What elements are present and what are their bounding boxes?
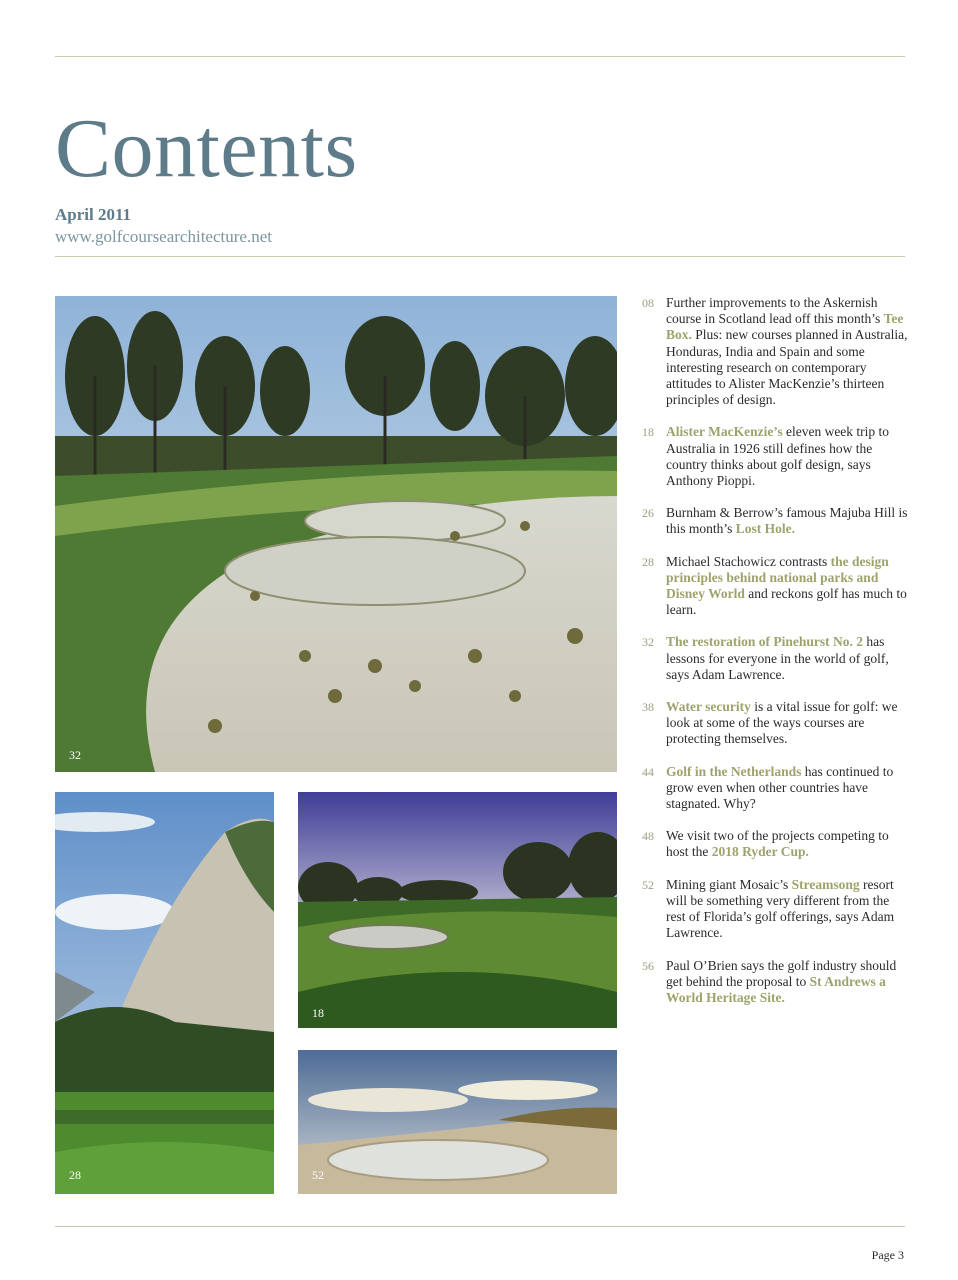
toc-feature-link[interactable]: Streamsong — [791, 876, 860, 892]
toc-page-number: 08 — [642, 296, 654, 310]
toc-feature-link[interactable]: St Andrews a World Heritage Site. — [666, 973, 886, 1005]
toc-page-number: 44 — [642, 764, 654, 779]
dusk-course-photo[interactable] — [298, 792, 617, 1028]
toc-page-number: 38 — [642, 700, 654, 715]
toc-text: has lessons for everyone in the world of golf, says Adam Lawrence. — [666, 634, 889, 682]
toc-text: Mining giant Mosaic’s — [666, 876, 792, 892]
toc-text: Further improvements to the Askernish course in Scotland lead off this month’s — [666, 295, 884, 327]
toc-feature-link[interactable]: the design principles behind national parks and Disney World — [666, 553, 889, 602]
toc-text: Paul O’Brien says the golf industry should get behind the proposal to — [666, 957, 897, 989]
toc-page-number: 52 — [642, 877, 654, 892]
toc-entry[interactable] — [642, 634, 910, 683]
footer-rule — [55, 1226, 905, 1227]
toc-entry[interactable] — [642, 554, 910, 619]
issue-date: April 2011 — [55, 205, 132, 224]
toc-text: Michael Stachowicz contrasts — [666, 553, 831, 569]
toc-entry[interactable] — [642, 877, 910, 942]
streamsong-photo[interactable] — [298, 1050, 617, 1194]
toc-text: and reckons golf has much to learn. — [666, 586, 907, 618]
toc-text: We visit two of the projects competing to host the — [666, 828, 889, 860]
toc-feature-link[interactable]: Tee Box. — [666, 311, 904, 343]
mountain-page-label: 28 — [69, 1168, 81, 1182]
website-url[interactable]: www.golfcoursearchitecture.net — [55, 227, 272, 246]
header-rule — [55, 256, 905, 257]
toc-text: has continued to grow even when other countries have stagnated. Why? — [666, 763, 894, 812]
toc-page-number: 28 — [642, 554, 654, 569]
page-title: Contents — [55, 102, 358, 195]
page-number: Page 3 — [871, 1248, 904, 1262]
toc-feature-link[interactable]: The restoration of Pinehurst No. 2 — [666, 634, 863, 650]
mountain-course-photo[interactable] — [55, 792, 274, 1194]
dusk-course-image — [298, 792, 617, 1028]
toc-text: Burnham & Berrow’s famous Majuba Hill is this month’s — [666, 505, 908, 537]
streamsong-image — [298, 1050, 617, 1194]
toc-feature-link[interactable]: 2018 Ryder Cup. — [711, 844, 809, 860]
toc-page-number: 32 — [642, 635, 654, 650]
pinehurst-photo[interactable] — [55, 296, 617, 772]
toc-entry[interactable] — [642, 828, 910, 860]
toc-feature-link[interactable]: Water security — [666, 699, 751, 715]
toc-entry[interactable] — [642, 699, 910, 748]
streamsong-page-label: 52 — [312, 1168, 324, 1182]
toc-page-number: 18 — [642, 425, 654, 440]
toc-text: eleven week trip to Australia in 1926 still defines how the country thinks about golf design, says Anthony Pioppi. — [666, 424, 890, 489]
toc-entry[interactable] — [642, 424, 910, 489]
pinehurst-image — [55, 296, 617, 772]
toc-page-number: 48 — [642, 829, 654, 844]
toc-page-number: 26 — [642, 506, 654, 521]
toc-feature-link[interactable]: Golf in the Netherlands — [666, 763, 802, 779]
toc-entry[interactable] — [642, 505, 910, 537]
pinehurst-page-label: 32 — [69, 748, 81, 762]
toc-entry[interactable] — [642, 958, 910, 1007]
toc-entry[interactable] — [642, 295, 910, 408]
toc-text: is a vital issue for golf: we look at some of the ways courses are protecting themselves. — [666, 699, 898, 747]
mountain-course-image — [55, 792, 274, 1194]
dusk-page-label: 18 — [312, 1006, 324, 1020]
toc-entry[interactable] — [642, 764, 910, 813]
toc-feature-link[interactable]: Lost Hole. — [735, 521, 796, 537]
toc-text: Plus: new courses planned in Australia, Honduras, India and Spain and some interesting research on contemporary attitudes to Alister MacKenzie’s thirteen principles of design. — [666, 327, 908, 408]
toc-page-number: 56 — [642, 958, 654, 973]
toc-feature-link[interactable]: Alister MacKenzie’s — [666, 424, 783, 440]
table-of-contents — [642, 295, 910, 1022]
top-rule — [55, 56, 905, 57]
toc-text: resort will be something very different from the rest of Florida’s golf offerings, says Adam Lawrence. — [666, 876, 895, 941]
